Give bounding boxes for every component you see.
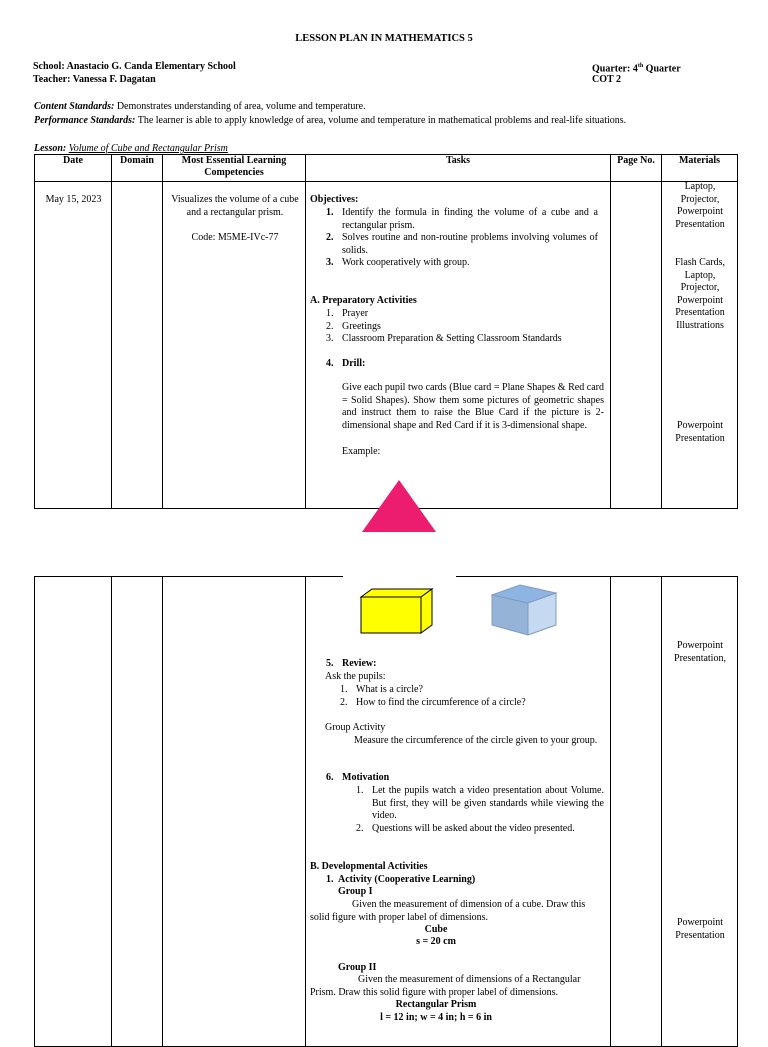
document-title: LESSON PLAN IN MATHEMATICS 5	[295, 33, 473, 44]
objectives-heading: Objectives:	[310, 194, 359, 205]
header-domain: Domain	[112, 155, 163, 182]
quarter-label: Quarter:	[592, 63, 631, 75]
tasks-cell-page-1	[306, 182, 611, 509]
materials-group-5: Powerpoint Presentation	[675, 917, 725, 941]
drill-example: Example:	[342, 446, 381, 457]
motivation-heading: 6. Motivation	[326, 772, 390, 783]
materials-cell-page-2	[662, 577, 738, 1047]
group-1-text: Given the measurement of dimension of a cube. Draw this solid figure with proper label of dimensions.	[310, 899, 586, 923]
motivation-list	[356, 785, 604, 835]
quarter-number: 4	[632, 63, 638, 75]
motivation-item: 1. Let the pupils watch a video presentation about Volume. But first, they will be given standards while viewing the video.	[356, 785, 604, 821]
drill-text: Give each pupil two cards (Blue card = Plane Shapes & Red card = Solid Shapes). Show them some pictures of geometric shapes and instruct them to raise the Blue Card if the picture is 2-dimensional shape and Red Card if it is 3-dimensional shape.	[342, 382, 604, 431]
group-1-shape: Cube	[424, 924, 448, 935]
materials-cell-page-1	[662, 182, 738, 509]
cot-label: COT 2	[592, 74, 621, 85]
preparatory-item: 1. Prayer	[326, 308, 369, 319]
group-activity-text: Measure the circumference of the circle given to your group.	[354, 735, 598, 746]
content-standards-text: Demonstrates understanding of area, volume and temperature.	[116, 101, 366, 112]
date-cell	[35, 182, 112, 509]
review-intro: Ask the pupils:	[325, 671, 386, 682]
melc-text: Visualizes the volume of a cube and a rectangular prism.	[171, 194, 299, 218]
review-item: 2. How to find the circumference of a circle?	[340, 696, 526, 708]
review-item: 1. What is a circle?	[340, 684, 423, 695]
performance-standards	[34, 114, 734, 127]
blue-cube-shape	[490, 583, 560, 639]
melc-code: Code: M5ME-IVc-77	[191, 232, 279, 243]
review-heading: 5. Review:	[326, 658, 377, 669]
domain-cell	[112, 182, 163, 509]
page-no-cell	[611, 182, 662, 509]
objective-item: 1. Identify the formula in finding the volume of a cube and a rectangular prism.	[326, 207, 598, 231]
drill-heading: 4. Drill:	[326, 358, 366, 369]
lesson-date: May 15, 2023	[45, 194, 102, 205]
school-line	[33, 60, 236, 73]
preparatory-item: 3. Classroom Preparation & Setting Classroom Standards	[326, 333, 562, 344]
group-activity-heading: Group Activity	[325, 722, 386, 733]
performance-standards-label: Performance Standards:	[34, 115, 136, 126]
developmental-heading: B. Developmental Activities	[310, 861, 428, 872]
lesson-label: Lesson:	[34, 143, 67, 154]
preparatory-item: 2. Greetings	[326, 320, 381, 332]
group-2-label: Group II	[338, 962, 377, 973]
group-2-text: Given the measurement of dimensions of a Rectangular Prism. Draw this solid figure with proper label of dimensions.	[310, 974, 581, 998]
border-segment	[305, 576, 343, 577]
review-list	[340, 684, 602, 709]
preparatory-list	[326, 308, 598, 346]
materials-group-3: Powerpoint Presentation	[675, 420, 725, 444]
yellow-prism-shape	[356, 587, 436, 637]
image-gap	[342, 575, 456, 579]
group-2-shape: Rectangular Prism	[395, 999, 477, 1010]
group-1-dimensions: s = 20 cm	[416, 936, 456, 947]
teacher-label: Teacher:	[33, 74, 71, 85]
page-no-cell-page-2	[611, 577, 662, 1047]
objectives-list	[326, 207, 598, 270]
motivation-item: 2. Questions will be asked about the video presented.	[356, 822, 575, 834]
activity-heading: 1. Activity (Cooperative Learning)	[326, 874, 476, 885]
objective-item: 2. Solves routine and non-routine problems involving volumes of solids.	[326, 232, 598, 256]
content-standards-label: Content Standards:	[34, 101, 115, 112]
header-page-no: Page No.	[611, 155, 662, 182]
domain-cell-page-2	[112, 577, 163, 1047]
tasks-cell-page-2	[306, 577, 611, 1047]
border-segment	[456, 576, 612, 577]
lesson-table-page-2	[34, 576, 738, 1047]
school-name: Anastacio G. Canda Elementary School	[66, 61, 236, 72]
lesson-table-page-1	[34, 154, 738, 509]
header-date: Date	[35, 155, 112, 182]
quarter-word: Quarter	[645, 63, 681, 75]
group-1-label: Group I	[338, 886, 373, 897]
preparatory-heading: A. Preparatory Activities	[310, 295, 417, 306]
group-2-dimensions: l = 12 in; w = 4 in; h = 6 in	[380, 1012, 492, 1023]
quarter-suffix: th	[637, 63, 644, 69]
melc-cell-page-2	[163, 577, 306, 1047]
teacher-name: Vanessa F. Dagatan	[72, 74, 156, 85]
school-label: School:	[33, 61, 65, 72]
materials-group-4: Powerpoint Presentation,	[674, 640, 726, 664]
header-melc: Most Essential Learning Competencies	[163, 155, 306, 182]
teacher-line	[33, 73, 156, 86]
materials-group-1: Laptop, Projector, Powerpoint Presentation	[675, 181, 725, 230]
pink-triangle-shape	[360, 478, 438, 534]
date-cell-page-2	[35, 577, 112, 1047]
melc-cell	[163, 182, 306, 509]
objective-item: 3. Work cooperatively with group.	[326, 257, 470, 268]
materials-group-2: Flash Cards, Laptop, Projector, Powerpoint Presentation Illustrations	[675, 257, 725, 331]
content-standards	[34, 100, 734, 113]
performance-standards-text: The learner is able to apply knowledge of area, volume and temperature in mathematical problems and real-life situations.	[137, 115, 627, 126]
header-materials: Materials	[662, 155, 738, 182]
lesson-title: Volume of Cube and Rectangular Prism	[68, 143, 228, 154]
header-tasks: Tasks	[306, 155, 611, 182]
